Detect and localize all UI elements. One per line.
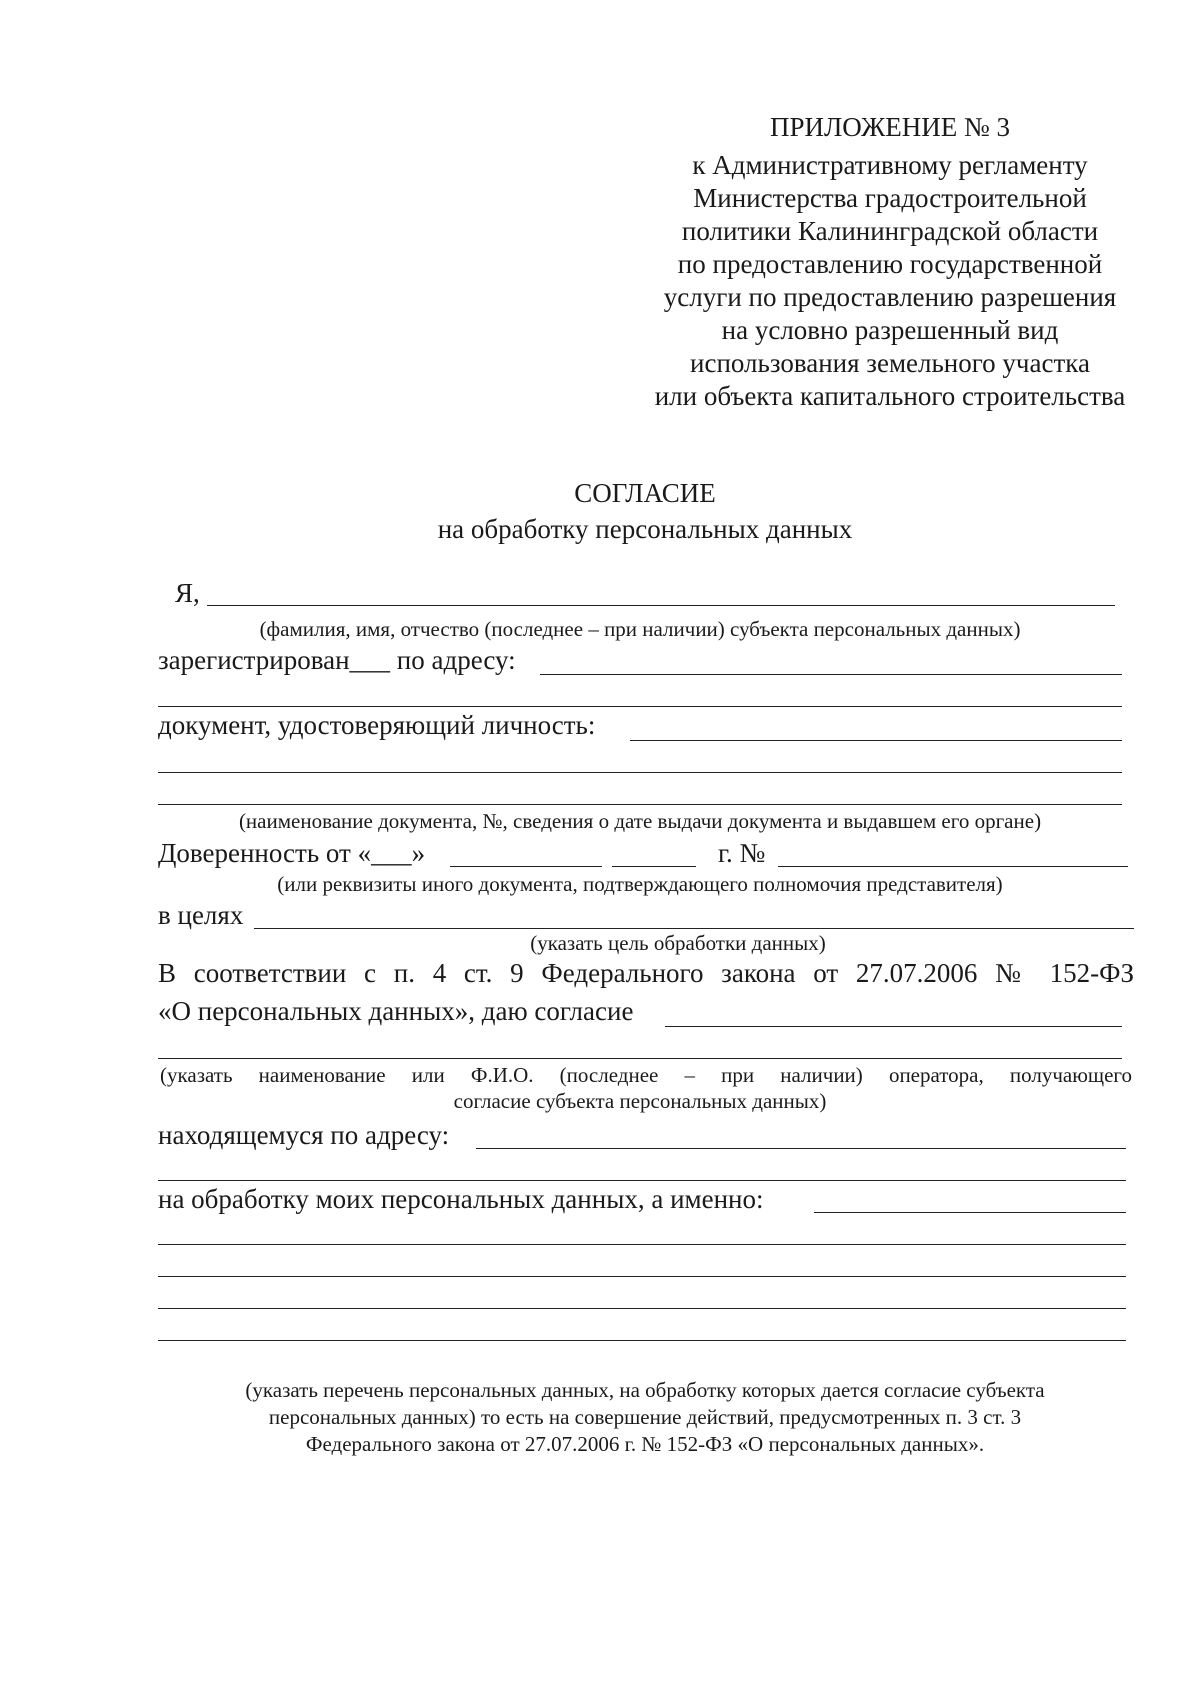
data-list-field-line2[interactable] [158,1244,1126,1245]
poa-label: Доверенность от «___» [158,838,426,868]
poa-month-field[interactable] [450,866,602,867]
id-doc-field-line2[interactable] [158,772,1122,773]
appendix-title: ПРИЛОЖЕНИЕ № 3 [769,112,1011,142]
id-doc-field[interactable] [630,740,1122,741]
law-line-2: «О персональных данных», даю согласие [158,996,634,1026]
appendix-line: на условно разрешенный вид [721,315,1059,345]
data-list-field-line4[interactable] [158,1308,1126,1309]
purpose-label: в целях [158,900,244,930]
document-subtitle: на обработку персональных данных [437,514,853,544]
appendix-line: услуги по предоставлению разрешения [663,282,1117,312]
registered-label: зарегистрирован___ по адресу: [158,645,516,675]
purpose-field[interactable] [254,928,1134,929]
processing-label: на обработку моих персональных данных, а именно: [158,1184,764,1214]
operator-address-field-line2[interactable] [158,1180,1126,1181]
appendix-line: по предоставлению государственной [677,249,1103,279]
data-list-field-line3[interactable] [158,1276,1126,1277]
address-field-line2[interactable] [158,706,1122,707]
data-list-field-line5[interactable] [158,1340,1126,1341]
appendix-line: политики Калининградской области [681,216,1099,246]
appendix-line: Министерства градостроительной [693,183,1087,213]
i-label: Я, [175,578,200,608]
operator-hint-2: согласие субъекта персональных данных) [453,1089,827,1113]
appendix-line: к Административному регламенту [692,150,1088,180]
operator-field[interactable] [665,1026,1122,1027]
list-hint-1: (указать перечень персональных данных, на обработку которых дается согласие субъекта [245,1378,1045,1402]
law-line-1: В соответствии с п. 4 ст. 9 Федерального закона от 27.07.2006 № 152-ФЗ [158,958,1134,988]
poa-year-field[interactable] [612,866,696,867]
appendix-line: или объекта капитального строительства [654,381,1126,411]
poa-hint: (или реквизиты иного документа, подтверждающего полномочия представителя) [277,872,1003,896]
located-label: находящемуся по адресу: [158,1120,450,1150]
id-doc-field-line3[interactable] [158,804,1122,805]
list-hint-2: персональных данных) то есть на совершение действий, предусмотренных п. 3 ст. 3 [268,1405,1022,1429]
poa-number-label: г. № [718,838,766,868]
address-field[interactable] [540,674,1122,675]
operator-hint-1: (указать наименование или Ф.И.О. (последнее – при наличии) оператора, получающего [160,1063,1132,1087]
appendix-line: использования земельного участка [690,348,1090,378]
id-doc-hint: (наименование документа, №, сведения о дате выдачи документа и выдавшем его органе) [238,809,1042,833]
operator-field-line2[interactable] [158,1058,1122,1059]
fio-field[interactable] [207,605,1115,606]
document-title: СОГЛАСИЕ [574,478,716,508]
list-hint-3: Федерального закона от 27.07.2006 г. № 152-ФЗ «О персональных данных». [305,1432,985,1456]
purpose-hint: (указать цель обработки данных) [530,931,826,955]
poa-number-field[interactable] [778,866,1128,867]
operator-address-field[interactable] [476,1148,1126,1149]
fio-hint: (фамилия, имя, отчество (последнее – при наличии) субъекта персональных данных) [259,617,1021,641]
data-list-field[interactable] [814,1212,1126,1213]
id-doc-label: документ, удостоверяющий личность: [158,710,596,740]
